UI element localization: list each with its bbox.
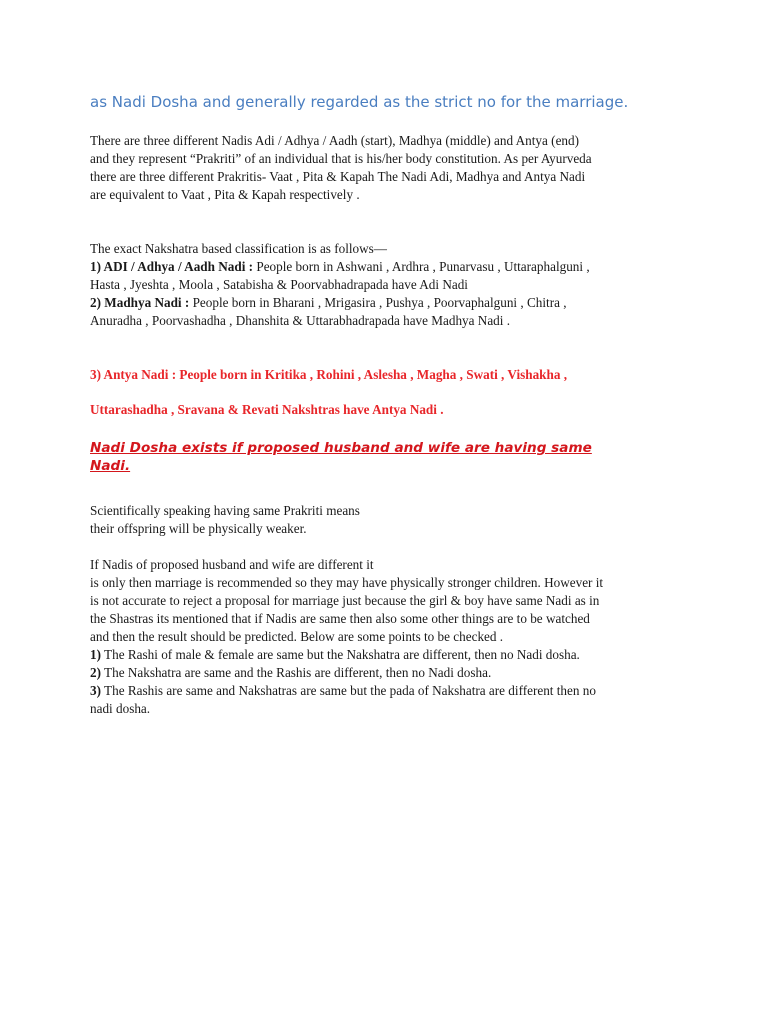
section-heading: as Nadi Dosha and generally regarded as the strict no for the marriage.	[90, 93, 629, 111]
intro-line: and they represent “Prakriti” of an individual that is his/her body constitution. As per Ayurveda	[90, 151, 592, 166]
classification-intro: The exact Nakshatra based classification is as follows—	[90, 241, 387, 256]
point-number: 1)	[90, 647, 101, 662]
point-number: 3)	[90, 683, 101, 698]
intro-paragraph	[90, 132, 690, 204]
different-line: the Shastras its mentioned that if Nadis are same then also some other things are to be watched	[90, 611, 590, 626]
antya-nadi-line: 3) Antya Nadi : People born in Kritika , Rohini , Aslesha , Magha , Swati , Vishakha ,	[90, 367, 568, 382]
madhya-nadi-line	[90, 294, 690, 312]
different-line: If Nadis of proposed husband and wife are different it	[90, 557, 374, 572]
madhya-nadi-text: People born in Bharani , Mrigasira , Pushya , Poorvaphalguni , Chitra ,	[189, 295, 567, 310]
point-text: The Rashi of male & female are same but the Nakshatra are different, then no Nadi dosha.	[101, 647, 580, 662]
classification-paragraph	[90, 240, 690, 330]
point-item-continued: nadi dosha.	[90, 701, 151, 716]
nadi-dosha-statement-line: Nadi.	[90, 458, 131, 474]
different-nadis-paragraph	[90, 556, 690, 718]
point-text: The Rashis are same and Nakshatras are same but the pada of Nakshatra are different then no	[101, 683, 596, 698]
madhya-nadi-line-2: Anuradha , Poorvashadha , Dhanshita & Uttarabhadrapada have Madhya Nadi .	[90, 313, 511, 328]
different-line: is only then marriage is recommended so they may have physically stronger children. However it	[90, 575, 604, 590]
adi-nadi-label: 1) ADI / Adhya / Aadh Nadi :	[90, 259, 254, 274]
different-line: is not accurate to reject a proposal for marriage just because the girl & boy have same Nadi as in	[90, 593, 600, 608]
point-item	[90, 664, 690, 682]
intro-line: there are three different Prakritis- Vaat , Pita & Kapah The Nadi Adi, Madhya and Antya Nadi	[90, 169, 586, 184]
nadi-dosha-statement	[90, 439, 690, 475]
nadi-dosha-statement-line: Nadi Dosha exists if proposed husband and wife are having same	[90, 440, 592, 456]
scientific-paragraph	[90, 502, 690, 538]
different-line: and then the result should be predicted. Below are some points to be checked .	[90, 629, 504, 644]
point-item	[90, 682, 690, 700]
adi-nadi-line	[90, 258, 690, 276]
scientific-line: Scientifically speaking having same Prakriti means	[90, 503, 360, 518]
intro-line: There are three different Nadis Adi / Adhya / Aadh (start), Madhya (middle) and Antya (end)	[90, 133, 579, 148]
scientific-line: their offspring will be physically weaker.	[90, 521, 307, 536]
point-text: The Nakshatra are same and the Rashis are different, then no Nadi dosha.	[101, 665, 492, 680]
madhya-nadi-label: 2) Madhya Nadi :	[90, 295, 190, 310]
point-number: 2)	[90, 665, 101, 680]
intro-line: are equivalent to Vaat , Pita & Kapah respectively .	[90, 187, 360, 202]
adi-nadi-text: People born in Ashwani , Ardhra , Punarvasu , Uttaraphalguni ,	[253, 259, 590, 274]
antya-nadi-line-2: Uttarashadha , Sravana & Revati Nakshtras have Antya Nadi .	[90, 402, 444, 417]
adi-nadi-line-2: Hasta , Jyeshta , Moola , Satabisha & Poorvabhadrapada have Adi Nadi	[90, 277, 468, 292]
point-item	[90, 646, 690, 664]
